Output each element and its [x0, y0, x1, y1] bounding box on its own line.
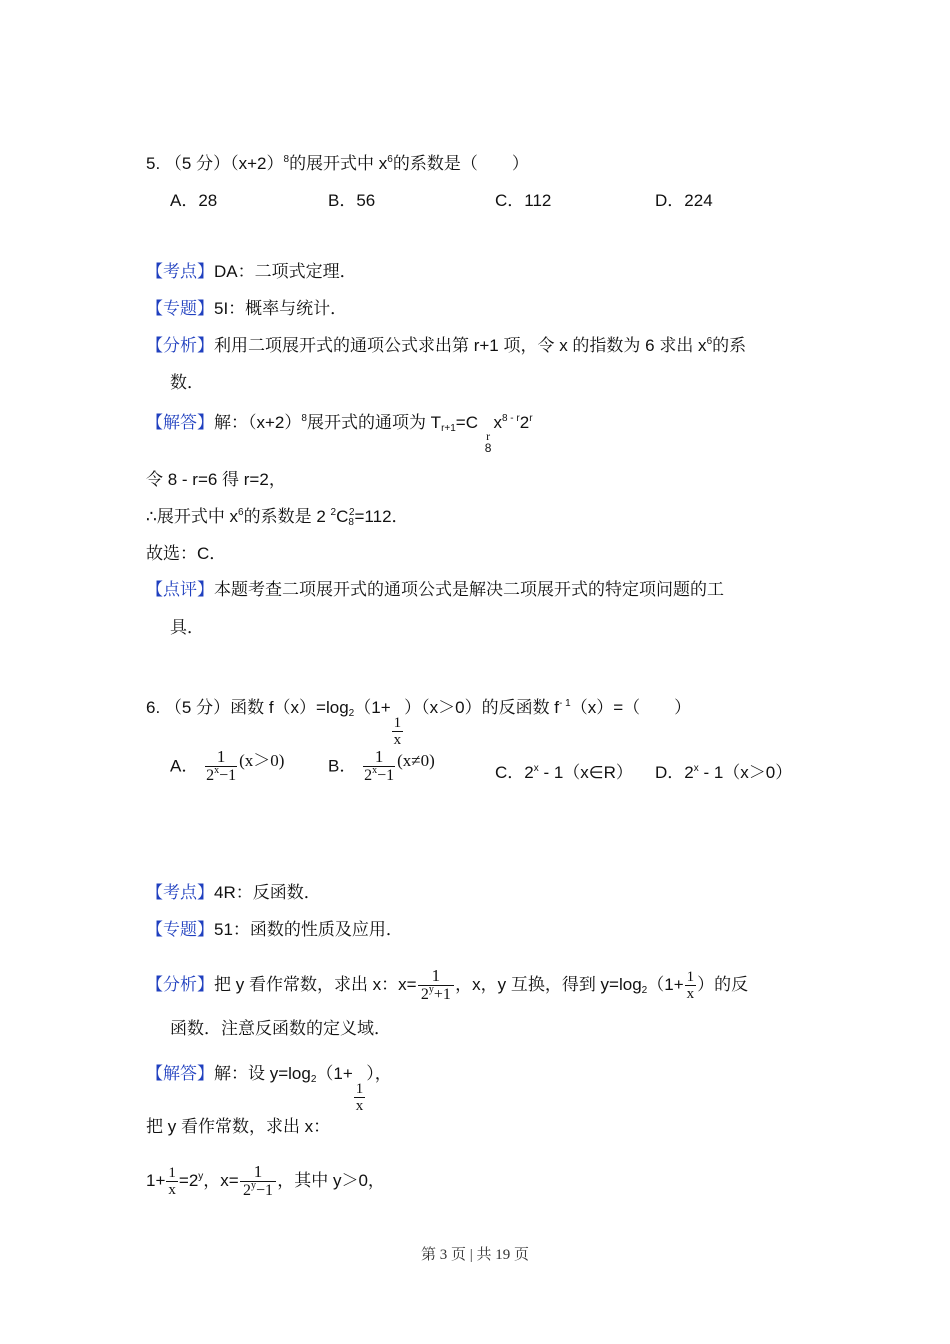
fraction: $\frac{1}{x}$ [686, 969, 695, 1002]
q6-step1: 把 y 看作常数，求出 x： [146, 1117, 331, 1136]
kaodian-tag: 【考点】 [146, 262, 214, 281]
q6-score: （5 分） [164, 698, 231, 717]
q5-option-b: B．56 [328, 191, 376, 210]
q5-score: （5 分） [164, 154, 231, 173]
fraction: $\frac{1}{2^x-1}$ [206, 747, 237, 784]
fraction: $\frac{1}{x}$ [168, 1165, 176, 1198]
q6-fenxi-cont: 函数．注意反函数的定义域． [170, 1019, 391, 1038]
zhuanti-tag: 【专题】 [146, 299, 214, 318]
q6-step2: 1+ $\frac{1}{x}$ $=2^y$，x= $\frac{1}{2^y-1}$ ，其中 y＞0， [146, 1162, 385, 1199]
q6-number: 6. [146, 698, 161, 717]
q5-step1: 令 8 - r=6 得 r=2， [146, 470, 286, 489]
fenxi-tag: 【分析】 [146, 974, 214, 994]
q5-option-a: A．28 [170, 191, 218, 210]
fraction: $\frac{1}{2^y-1}$ [240, 1163, 277, 1200]
q6-fenxi: 【分析】把 y 看作常数，求出 x：x= $\frac{1}{2^y+1}$ ，x，y 互换，得到 $y=\log_2(1+$ $\frac{1}{x}$ ）的反 [146, 966, 749, 1003]
fenxi-tag: 【分析】 [146, 336, 214, 355]
fraction: $\frac{1}{2^x-1}$ [364, 747, 395, 784]
q6-zhuanti: 【专题】51：函数的性质及应用． [146, 920, 403, 939]
jieda-tag: 【解答】 [146, 413, 214, 432]
q6-kaodian: 【考点】4R：反函数． [146, 883, 321, 902]
q6-option-d: D．2$^x$ - 1（x＞0） [655, 763, 793, 782]
q6-stem: 6. （5 分）函数 $f(x)=\log_2(1+$ $\frac{1}{x}$ ）（x＞0）的反函数 $f^{- 1}(x)=$（ ） [146, 698, 692, 748]
q5-number: 5. [146, 154, 161, 173]
q5-jieda: 【解答】解：$(x+2)^8$展开式的通项为 $T_{r+1}=C$ r 8 $x^{8 - r}2^r$ [146, 413, 533, 455]
fraction: $\frac{1}{x}$ [355, 1081, 364, 1114]
q6-option-b: B． $\frac{1}{2^x-1}$ (x≠0) [328, 747, 435, 784]
q5-stem: 5. （5 分）$(x+2)^8$的展开式中 $x^6$的系数是（ ） [146, 154, 529, 173]
q5-dianping: 【点评】本题考查二项展开式的通项公式是解决二项展开式的特定项问题的工 [146, 580, 724, 599]
q6-jieda: 【解答】解：设 $y=\log_2(1+$ $\frac{1}{x}$ ）， [146, 1064, 392, 1114]
binomial-coefficient: r 8 [484, 429, 492, 455]
q6-option-c: C．2$^x$ - 1（x∈R） [495, 763, 633, 782]
zhuanti-tag: 【专题】 [146, 920, 214, 939]
q5-option-d: D．224 [655, 191, 713, 210]
q5-step3: 故选：C． [146, 544, 227, 563]
jieda-tag: 【解答】 [146, 1064, 214, 1083]
page-footer: 第 3 页 | 共 19 页 [420, 1247, 529, 1263]
fraction: $\frac{1}{2^y+1}$ [418, 967, 455, 1004]
q6-option-a: A． $\frac{1}{2^x-1}$ (x＞0) [170, 747, 285, 784]
q5-option-c: C．112 [495, 191, 552, 210]
fraction: $\frac{1}{x}$ [393, 715, 402, 748]
q5-dianping-cont: 具． [170, 618, 204, 637]
q5-fenxi: 【分析】利用二项展开式的通项公式求出第 r+1 项，令 x 的指数为 6 求出 $x^6$的系 [146, 336, 747, 355]
kaodian-tag: 【考点】 [146, 883, 214, 902]
q5-fenxi-cont: 数． [170, 373, 204, 392]
q5-kaodian: 【考点】DA：二项式定理． [146, 262, 357, 281]
dianping-tag: 【点评】 [146, 580, 214, 599]
q5-zhuanti: 【专题】5I：概率与统计． [146, 299, 348, 318]
q5-step2: ∴展开式中 $x^6$的系数是 2 $^2C_8^2=112$． [146, 507, 409, 528]
